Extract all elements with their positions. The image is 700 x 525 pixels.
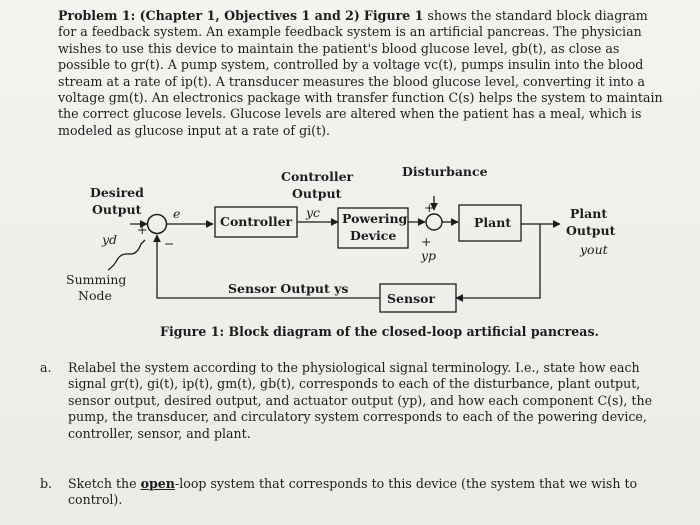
controller-output-label-1: Controller: [281, 169, 354, 184]
powering-device-label-1: Powering: [342, 211, 408, 226]
yout-label: yout: [580, 242, 608, 257]
summing-node-label-1: Summing: [66, 272, 127, 287]
question-b-marker: b.: [40, 476, 53, 491]
minus-sign-sum: −: [164, 236, 175, 251]
sensor-block-label: Sensor: [387, 291, 436, 306]
powering-device-label-2: Device: [350, 228, 397, 243]
question-b-body: [68, 476, 665, 509]
plant-block-label: Plant: [474, 215, 512, 230]
question-b-text-post: -loop system that corresponds to this device (the system that we wish to control).: [68, 476, 638, 508]
problem-text: shows the standard block diagram for a feedback system. An example feedback system is an artificial pancreas. The physician wishes to use this device to maintain the patient's blood glucose level, gb(t), as close as possible to gr(t). A pump system, controlled by a voltage vc(t), pumps insulin into the blood stream at a rate of ip(t). A transducer measures the blood glucose level, converting it into a voltage gm(t). An electronics package with transfer function C(s) helps the system to maintain the correct glucose levels. Glucose levels are altered when the patient has a meal, which is modeled as glucose input at a rate of gi(t).: [58, 8, 663, 138]
question-a-marker: a.: [40, 360, 52, 375]
desired-output-label-2: Output: [92, 202, 142, 217]
summing-node-label-2: Node: [78, 288, 112, 303]
figure-caption: Figure 1: Block diagram of the closed-loop artificial pancreas.: [160, 324, 599, 339]
controller-block-label: Controller: [220, 214, 293, 229]
plus-sign-sum: +: [137, 222, 148, 237]
yc-label: yc: [306, 205, 321, 220]
desired-output-label-1: Desired: [90, 185, 144, 200]
sensor-output-label: Sensor Output ys: [228, 281, 349, 296]
plus-sign-disturbance: +: [424, 200, 435, 215]
error-e-label: e: [173, 206, 181, 221]
feedback-to-sensor-line: [456, 224, 540, 298]
question-b-text-pre: Sketch the: [68, 476, 141, 491]
summing-node: [148, 215, 167, 234]
plant-output-label-1: Plant: [570, 206, 608, 221]
plus-sign-actuator: +: [421, 234, 432, 249]
yp-label: yp: [421, 248, 437, 263]
controller-output-label-2: Output: [292, 186, 342, 201]
question-b-open-word: open: [140, 476, 175, 491]
yd-label: yd: [102, 232, 118, 247]
block-diagram: [0, 160, 700, 350]
problem-statement: [58, 8, 668, 139]
disturbance-summing-node: [426, 214, 442, 230]
disturbance-label: Disturbance: [402, 164, 488, 179]
question-a-text: Relabel the system according to the physiological signal terminology. I.e., state how each signal gr(t), gi(t), ip(t), gm(t), gb(t), corresponds to each of the disturbance, plant output, sensor output, desired output, and actuator output (yp), and how each component C(s), the pump, the transducer, and circulatory system corresponds to each of the powering device, controller, sensor, and plant.: [68, 360, 653, 441]
figure-reference: Figure 1: [363, 8, 424, 23]
problem-heading: Problem 1: (Chapter 1, Objectives 1 and 2): [58, 8, 360, 23]
plant-output-label-2: Output: [566, 223, 616, 238]
